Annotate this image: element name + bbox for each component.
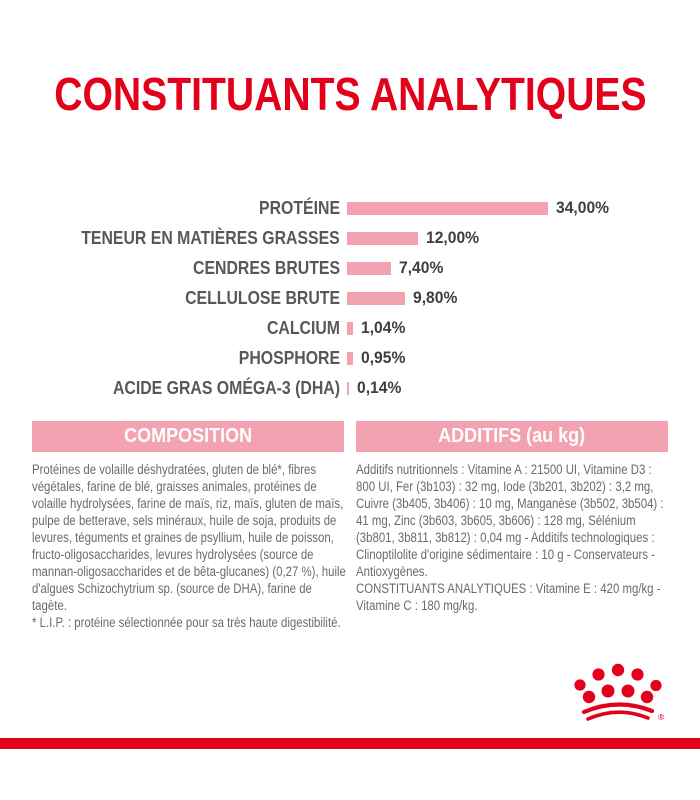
additives-section-header [356, 421, 668, 452]
chart-category-label: PROTÉINE [259, 197, 340, 218]
page-title [0, 68, 700, 120]
chart-row [0, 343, 700, 373]
chart-bar [347, 262, 391, 275]
chart-category-label: CENDRES BRUTES [193, 257, 340, 278]
composition-body-text: Protéines de volaille déshydratées, gluten de blé*, fibres végétales, farine de blé, graisses animales, protéines de volaille hydrolysées, farine de maïs, riz, maïs, gluten de maïs, pulpe de betterave, sels minéraux, huile de soja, produits de levures, téguments et graines de psyllium, huile de poisson, fructo-oligosaccharides, levures hydrolysées (source de mannan-oligosaccharides et de bêta-glucanes) (0,27 %), huile d'algues Schizochytrium sp. (source de DHA), farine de tagète. [32, 462, 346, 613]
chart-bar [347, 292, 405, 305]
chart-value-label: 12,00% [425, 228, 479, 247]
bottom-red-divider [0, 738, 700, 749]
chart-category-label: CALCIUM [266, 317, 340, 338]
registered-mark-icon: ® [658, 712, 665, 722]
chart-bar [347, 382, 349, 395]
chart-category-label: PHOSPHORE [238, 347, 340, 368]
chart-category-label: CELLULOSE BRUTE [185, 287, 340, 308]
chart-row [0, 223, 700, 253]
chart-value-label: 1,04% [361, 318, 406, 337]
chart-value-label: 0,95% [360, 348, 405, 367]
chart-value-label: 7,40% [398, 258, 444, 277]
chart-row [0, 313, 700, 343]
chart-bar [347, 322, 353, 335]
chart-row [0, 193, 700, 223]
additives-header-label: ADDITIFS (au kg) [438, 425, 586, 447]
additives-analytical-text: CONSTITUANTS ANALYTIQUES : Vitamine E : 420 mg/kg - Vitamine C : 180 mg/kg. [356, 581, 661, 613]
royal-canin-crown-logo [569, 661, 669, 725]
composition-footnote: * L.I.P. : protéine sélectionnée pour sa très haute digestibilité. [32, 615, 341, 630]
chart-category-label: ACIDE GRAS OMÉGA-3 (DHA) [112, 377, 340, 398]
additives-body-text: Additifs nutritionnels : Vitamine A : 21500 UI, Vitamine D3 : 800 UI, Fer (3b103) : 32 mg, Iode (3b201, 3b202) : 3,2 mg, Cuivre (3b405, 3b406) : 10 mg, Manganèse (3b502, 3b504) : 41 mg, Zinc (3b603, 3b605, 3b606) : 128 mg, Sélénium (3b801, 3b811, 3b812) : 0,04 mg - Additifs technologiques : Clinoptilolite d'origine sédimentaire : 10 g - Conservateurs - Antioxygènes. [356, 462, 664, 579]
chart-row [0, 373, 700, 403]
chart-category-label: TENEUR EN MATIÈRES GRASSES [81, 227, 340, 248]
additives-column [356, 461, 670, 614]
chart-bar [347, 352, 353, 365]
composition-header-label: COMPOSITION [123, 425, 252, 447]
composition-column [32, 461, 346, 631]
chart-value-label: 0,14% [356, 378, 401, 397]
page-title-text: CONSTITUANTS ANALYTIQUES [53, 68, 647, 120]
chart-value-label: 34,00% [556, 198, 610, 217]
chart-value-label: 9,80% [412, 288, 458, 307]
chart-bar [347, 232, 418, 245]
composition-section-header [32, 421, 344, 452]
chart-bar [347, 202, 548, 215]
chart-row [0, 283, 700, 313]
analytical-constituents-chart [0, 193, 700, 403]
chart-row [0, 253, 700, 283]
